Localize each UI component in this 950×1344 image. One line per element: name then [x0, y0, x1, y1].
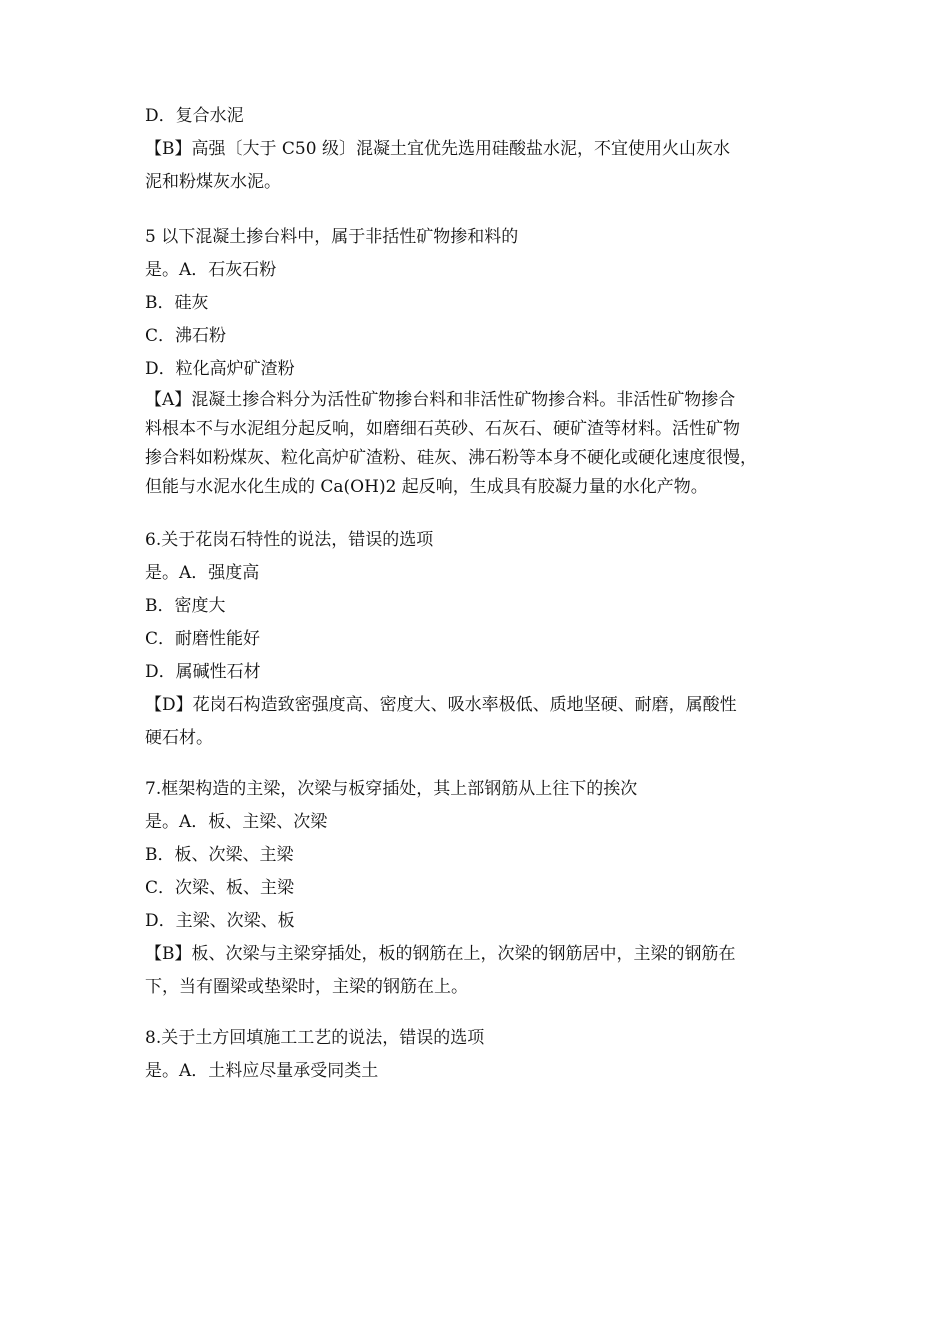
option-d-q4: D．复合水泥: [145, 106, 244, 126]
question-5-option-a: 是。A．石灰石粉: [145, 260, 277, 280]
document-body: [145, 100, 825, 1088]
question-7-option-c: C．次梁、板、主梁: [145, 878, 295, 898]
question-6-option-c: C．耐磨性能好: [145, 629, 261, 649]
answer-q5-line-2: 料根本不与水泥组分起反响，如磨细石英砂、石灰石、硬矿渣等材料。活性矿物: [145, 419, 740, 439]
question-7-option-b: B．板、次梁、主梁: [145, 845, 294, 865]
question-8-option-a: 是。A．土料应尽量承受同类土: [145, 1061, 379, 1081]
question-6-stem: 6.关于花岗石特性的说法，错误的选项: [145, 530, 434, 550]
question-5-stem: 5 以下混凝土掺台料中，属于非括性矿物掺和料的: [145, 227, 519, 247]
answer-q4-line-2: 泥和粉煤灰水泥。: [145, 172, 281, 192]
question-5-option-d: D．粒化高炉矿渣粉: [145, 359, 295, 379]
question-8-stem: 8.关于土方回填施工工艺的说法，错误的选项: [145, 1028, 485, 1048]
answer-q5-line-1: 【A】混凝土掺合料分为活性矿物掺台料和非活性矿物掺合料。非活性矿物掺合: [145, 390, 736, 410]
answer-q4-line-1: 【B】高强〔大于 C50 级〕混凝土宜优先选用硅酸盐水泥，不宜使用火山灰水: [145, 139, 730, 159]
answer-q5-line-3: 掺合料如粉煤灰、粒化高炉矿渣粉、硅灰、沸石粉等本身不硬化或硬化速度很慢，: [145, 448, 757, 468]
answer-q7-line-2: 下，当有圈梁或垫梁时，主梁的钢筋在上。: [145, 977, 468, 997]
question-6-option-a: 是。A．强度高: [145, 563, 260, 583]
question-7-option-d: D．主梁、次梁、板: [145, 911, 295, 931]
spacer: [145, 755, 825, 773]
spacer: [145, 502, 825, 524]
spacer: [145, 199, 825, 221]
question-7-stem: 7.框架构造的主梁，次梁与板穿插处，其上部钢筋从上往下的挨次: [145, 779, 638, 799]
question-6-option-d: D．属碱性石材: [145, 662, 261, 682]
answer-q5-line-4: 但能与水泥水化生成的 Ca(OH)2 起反响，生成具有胶凝力量的水化产物。: [145, 477, 708, 497]
question-5-option-b: B．硅灰: [145, 293, 209, 313]
question-6-option-b: B．密度大: [145, 596, 226, 616]
answer-q7-line-1: 【B】板、次梁与主梁穿插处，板的钢筋在上，次梁的钢筋居中，主梁的钢筋在: [145, 944, 736, 964]
answer-q6-line-1: 【D】花岗石构造致密强度高、密度大、吸水率极低、质地坚硬、耐磨，属酸性: [145, 695, 737, 715]
answer-q6-line-2: 硬石材。: [145, 728, 213, 748]
spacer: [145, 1004, 825, 1022]
question-5-option-c: C．沸石粉: [145, 326, 227, 346]
question-7-option-a: 是。A．板、主梁、次梁: [145, 812, 328, 832]
